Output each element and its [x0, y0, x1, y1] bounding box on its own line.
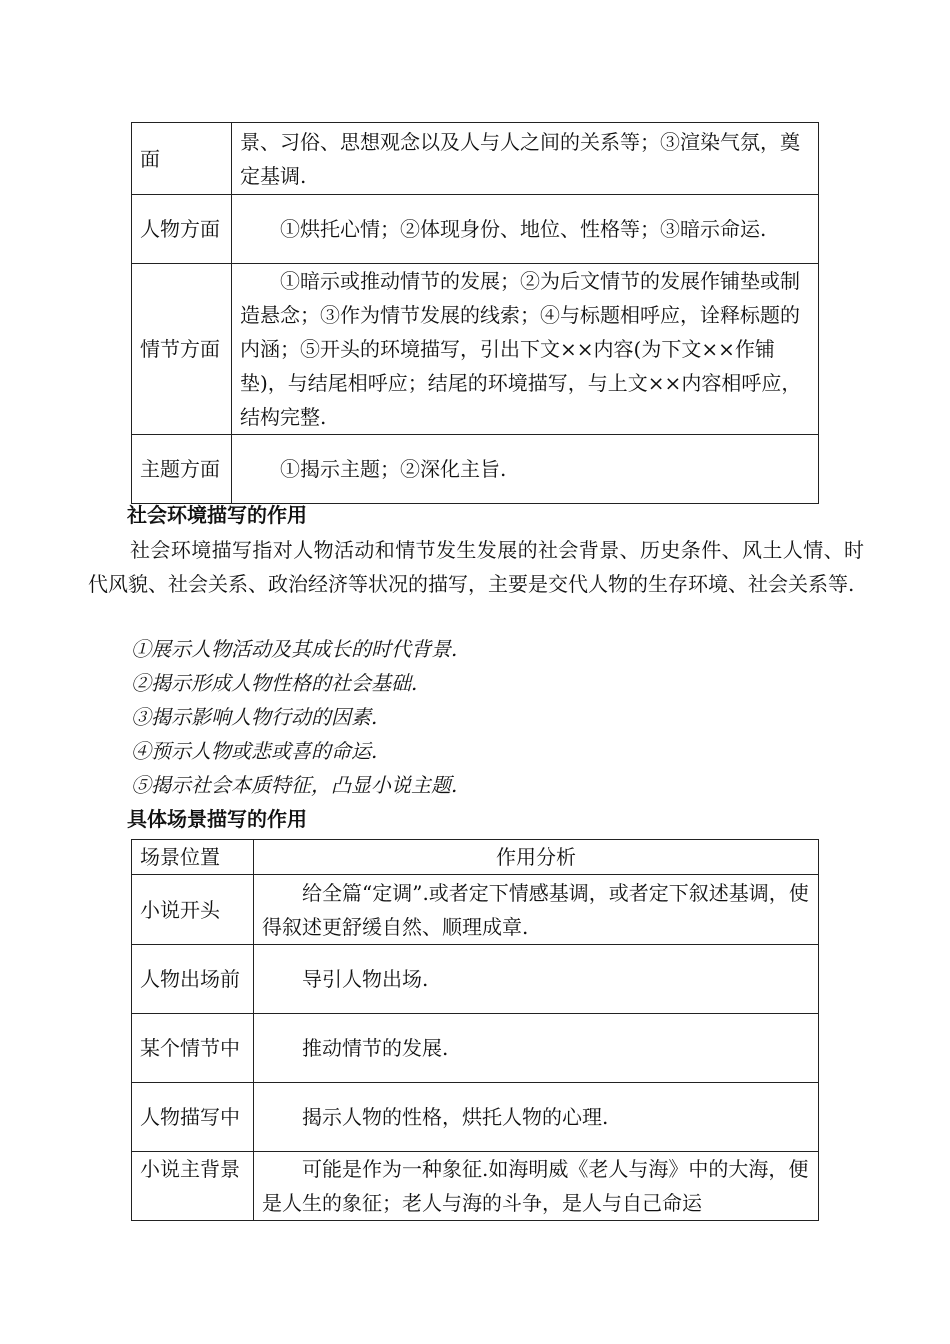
column-header: 作用分析 — [254, 840, 819, 875]
section-heading-specific-scene: 具体场景描写的作用 — [127, 807, 307, 831]
table-row — [132, 1014, 819, 1083]
list-item: ②揭示形成人物性格的社会基础. — [131, 671, 418, 695]
table-row — [132, 1083, 819, 1152]
row-label: 人物出场前 — [132, 945, 254, 1014]
row-content: 给全篇“定调”.或者定下情感基调，或者定下叙述基调，使得叙述更舒缓自然、顺理成章. — [254, 875, 819, 945]
column-header: 场景位置 — [132, 840, 254, 875]
row-label: 小说开头 — [132, 875, 254, 945]
row-label: 情节方面 — [132, 264, 232, 435]
list-item: ⑤揭示社会本质特征，凸显小说主题. — [131, 773, 458, 797]
row-content: 导引人物出场. — [254, 945, 819, 1014]
table-row — [132, 875, 819, 945]
row-label: 人物描写中 — [132, 1083, 254, 1152]
row-label: 人物方面 — [132, 195, 232, 264]
table-row — [132, 945, 819, 1014]
list-item: ④预示人物或悲或喜的命运. — [131, 739, 378, 763]
table-row — [132, 195, 819, 264]
row-label: 面 — [132, 123, 232, 195]
row-content: 揭示人物的性格，烘托人物的心理. — [254, 1083, 819, 1152]
row-content: ①揭示主题；②深化主旨. — [232, 435, 819, 504]
list-item: ③揭示影响人物行动的因素. — [131, 705, 378, 729]
row-content: 推动情节的发展. — [254, 1014, 819, 1083]
table-row — [132, 123, 819, 195]
row-content: ①烘托心情；②体现身份、地位、性格等；③暗示命运. — [232, 195, 819, 264]
row-content: 景、习俗、思想观念以及人与人之间的关系等；③渲染气氛，奠定基调. — [232, 123, 819, 195]
table-row — [132, 1152, 819, 1221]
scene-function-table — [131, 839, 819, 1221]
row-label: 主题方面 — [132, 435, 232, 504]
list-item: ①展示人物活动及其成长的时代背景. — [131, 637, 458, 661]
row-content: 可能是作为一种象征.如海明威《老人与海》中的大海，便是人生的象征；老人与海的斗争，是人与自己命运 — [254, 1152, 819, 1221]
row-label: 小说主背景 — [132, 1152, 254, 1221]
section-heading-social-environment: 社会环境描写的作用 — [127, 503, 307, 527]
body-paragraph: 社会环境描写指对人物活动和情节发生发展的社会背景、历史条件、风土人情、时代风貌、社会关系、政治经济等状况的描写，主要是交代人物的生存环境、社会关系等. — [88, 538, 864, 596]
table-header-row — [132, 840, 819, 875]
table-row — [132, 264, 819, 435]
row-label: 某个情节中 — [132, 1014, 254, 1083]
table-row — [132, 435, 819, 504]
row-content: ①暗示或推动情节的发展；②为后文情节的发展作铺垫或制造悬念；③作为情节发展的线索；④与标题相呼应，诠释标题的内涵；⑤开头的环境描写，引出下文××内容(为下文××作铺垫)，与结尾相呼应；结尾的环境描写，与上文××内容相呼应，结构完整. — [232, 264, 819, 435]
environment-function-table-continued — [131, 122, 819, 504]
